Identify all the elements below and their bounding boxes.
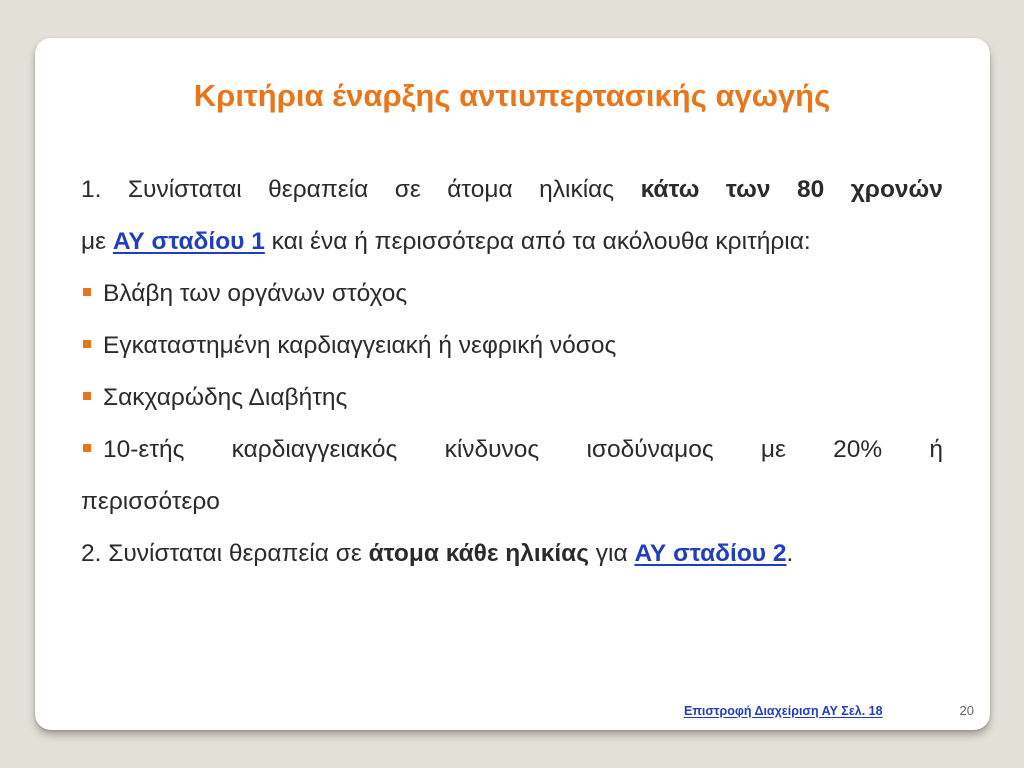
bullet-item [81,320,943,372]
bullet-item [81,372,943,424]
risk-word: καρδιαγγειακός [231,436,398,463]
criteria-1-bold-word: κάτω [640,176,700,203]
bullet-text: Σακχαρώδης Διαβήτης [103,384,348,411]
slide-content [81,164,943,580]
stage-1-hypertension-link[interactable]: ΑΥ σταδίου 1 [112,228,265,255]
criteria-1-word: ηλικίας [539,176,615,203]
bullet-text: Εγκαταστημένη καρδιαγγειακή ή νεφρική νόσος [103,332,617,359]
risk-word: ισοδύναμος [586,436,714,463]
criteria-2-line [81,528,943,580]
risk-word: κίνδυνος [444,436,540,463]
criteria-1-prefix: με [81,228,113,255]
return-to-management-link[interactable]: Επιστροφή Διαχείριση ΑΥ Σελ. 18 [684,704,883,718]
page-number: 20 [959,703,974,718]
criteria-1-bold-word: 80 [796,176,825,203]
risk-word: με [760,436,786,463]
criteria-1-line-1 [81,164,943,216]
criteria-1-line-2 [81,216,943,268]
bullet-text: Βλάβη των οργάνων στόχος [103,280,408,307]
criteria-1-word: θεραπεία [268,176,369,203]
criteria-1-suffix: και ένα ή περισσότερα από τα ακόλουθα κριτήρια: [264,228,811,255]
risk-word: 10-ετής [103,436,185,463]
risk-word: ή [929,436,943,463]
criteria-2-middle: για [588,540,635,567]
criteria-2-prefix: 2. Συνίσταται θεραπεία σε [81,540,369,567]
criteria-2-suffix: . [786,540,794,567]
risk-word: 20% [833,436,883,463]
bullet-continuation: περισσότερο [81,488,220,515]
criteria-1-word: σε [394,176,421,203]
bullet-text [103,424,943,476]
stage-2-hypertension-link[interactable]: ΑΥ σταδίου 2 [634,540,787,567]
bullet-item-cardiovascular-risk [81,424,943,476]
criteria-1-word: Συνίσταται [127,176,242,203]
criteria-1-bold-word: χρονών [850,176,943,203]
bullet-item [81,268,943,320]
criteria-1-word: 1. [81,176,102,203]
criteria-1-bold-word: των [725,176,771,203]
slide-title: Κριτήρια έναρξης αντιυπερτασικής αγωγής [193,78,831,113]
criteria-2-bold: άτομα κάθε ηλικίας [368,540,589,567]
criteria-1-word: άτομα [447,176,513,203]
